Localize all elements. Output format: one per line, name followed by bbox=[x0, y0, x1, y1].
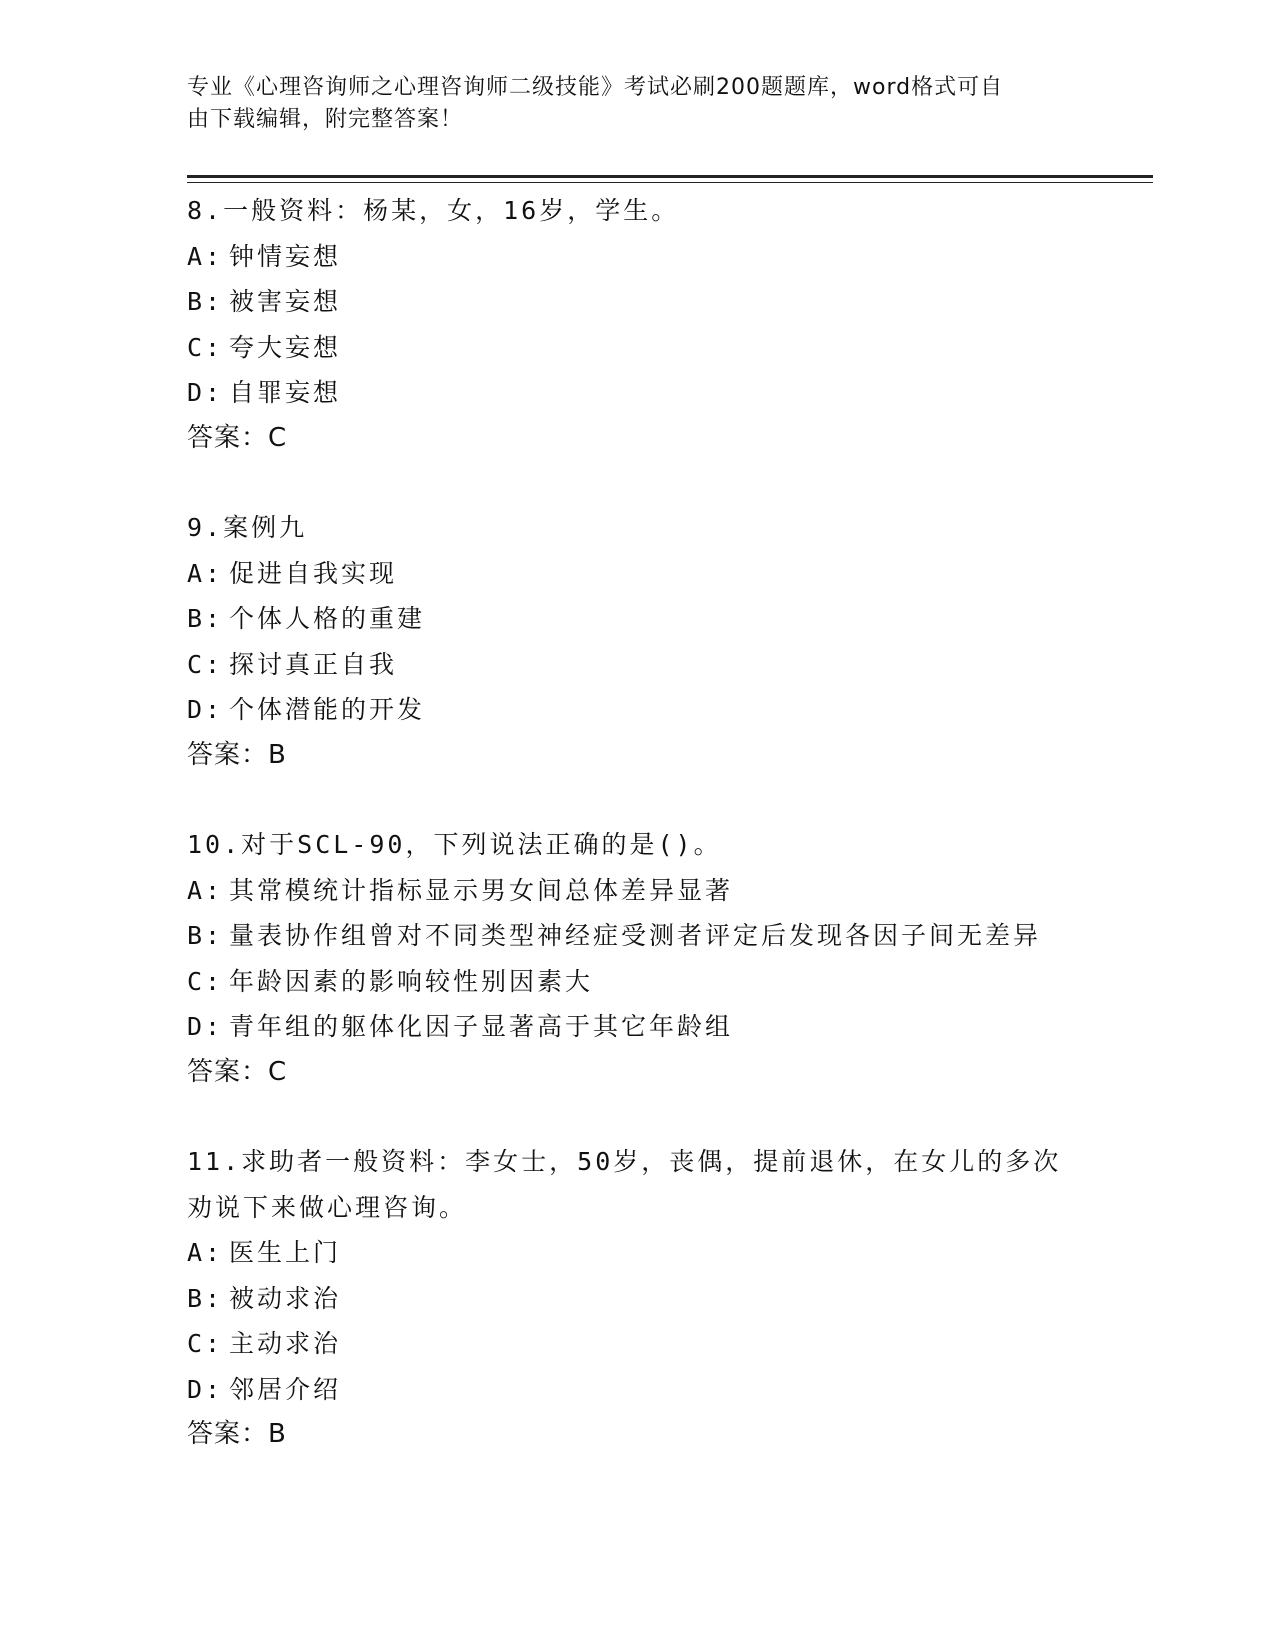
option-text: 医生上门 bbox=[229, 1238, 342, 1267]
header-divider-thick bbox=[187, 175, 1153, 178]
option-a bbox=[187, 868, 1087, 914]
option-key: B: bbox=[187, 921, 224, 950]
option-key: C: bbox=[187, 1329, 224, 1358]
option-text: 促进自我实现 bbox=[229, 558, 398, 588]
option-key: B: bbox=[187, 287, 224, 316]
option-c bbox=[187, 325, 1087, 371]
option-text: 主动求治 bbox=[229, 1329, 342, 1358]
option-key: D: bbox=[187, 378, 224, 407]
option-key: A: bbox=[187, 875, 224, 905]
option-text: 青年组的躯体化因子显著高于其它年龄组 bbox=[229, 1012, 734, 1041]
option-key: C: bbox=[187, 649, 224, 679]
option-key: C: bbox=[187, 332, 224, 362]
option-d bbox=[187, 370, 1087, 416]
option-text: 自罪妄想 bbox=[229, 378, 342, 407]
option-text: 被害妄想 bbox=[229, 287, 342, 316]
option-key: B: bbox=[187, 1283, 224, 1313]
option-b bbox=[187, 279, 1087, 325]
document-header bbox=[187, 72, 1067, 136]
option-text: 年龄因素的影响较性别因素大 bbox=[229, 966, 594, 996]
question-10 bbox=[187, 822, 1087, 1095]
option-text: 个体人格的重建 bbox=[229, 604, 426, 633]
option-key: A: bbox=[187, 241, 224, 271]
option-a bbox=[187, 234, 1087, 280]
answer-line: 答案：C bbox=[187, 422, 288, 453]
option-b bbox=[187, 1276, 1087, 1322]
option-c bbox=[187, 959, 1087, 1005]
option-key: B: bbox=[187, 604, 224, 633]
option-key: D: bbox=[187, 1374, 224, 1404]
question-stem: 11.求助者一般资料：李女士，50岁，丧偶，提前退休，在女儿的多次劝说下来做心理咨询。 bbox=[187, 1147, 1062, 1222]
question-stem: 8.一般资料：杨某，女，16岁，学生。 bbox=[187, 196, 680, 225]
option-key: A: bbox=[187, 558, 224, 588]
header-line-1: 专业《心理咨询师之心理咨询师二级技能》考试必刷200题题库，word格式可自 bbox=[187, 75, 1004, 100]
question-list bbox=[187, 188, 1087, 1502]
question-stem: 10.对于SCL-90，下列说法正确的是()。 bbox=[187, 830, 722, 859]
option-c bbox=[187, 1321, 1087, 1367]
option-key: C: bbox=[187, 966, 224, 996]
option-text: 邻居介绍 bbox=[229, 1374, 342, 1404]
header-line-2: 由下载编辑，附完整答案！ bbox=[187, 107, 464, 132]
question-9 bbox=[187, 505, 1087, 778]
option-a bbox=[187, 1230, 1087, 1276]
option-text: 探讨真正自我 bbox=[229, 649, 398, 679]
question-stem: 9.案例九 bbox=[187, 513, 308, 542]
question-11 bbox=[187, 1139, 1087, 1458]
option-b bbox=[187, 596, 1087, 642]
option-b bbox=[187, 913, 1087, 959]
option-a bbox=[187, 551, 1087, 597]
option-text: 量表协作组曾对不同类型神经症受测者评定后发现各因子间无差异 bbox=[229, 921, 1042, 950]
option-d bbox=[187, 1004, 1087, 1050]
option-key: D: bbox=[187, 695, 224, 724]
answer-line: 答案：B bbox=[187, 739, 287, 770]
option-text: 个体潜能的开发 bbox=[229, 695, 426, 724]
option-d bbox=[187, 1367, 1087, 1413]
option-text: 其常模统计指标显示男女间总体差异显著 bbox=[229, 875, 734, 905]
header-divider-thin bbox=[187, 182, 1153, 183]
option-c bbox=[187, 642, 1087, 688]
option-d bbox=[187, 687, 1087, 733]
option-text: 钟情妄想 bbox=[229, 241, 342, 271]
option-text: 被动求治 bbox=[229, 1283, 342, 1313]
answer-line: 答案：B bbox=[187, 1419, 287, 1449]
option-text: 夸大妄想 bbox=[229, 332, 342, 362]
question-8 bbox=[187, 188, 1087, 461]
option-key: A: bbox=[187, 1238, 224, 1267]
option-key: D: bbox=[187, 1012, 224, 1041]
answer-line: 答案：C bbox=[187, 1056, 288, 1087]
